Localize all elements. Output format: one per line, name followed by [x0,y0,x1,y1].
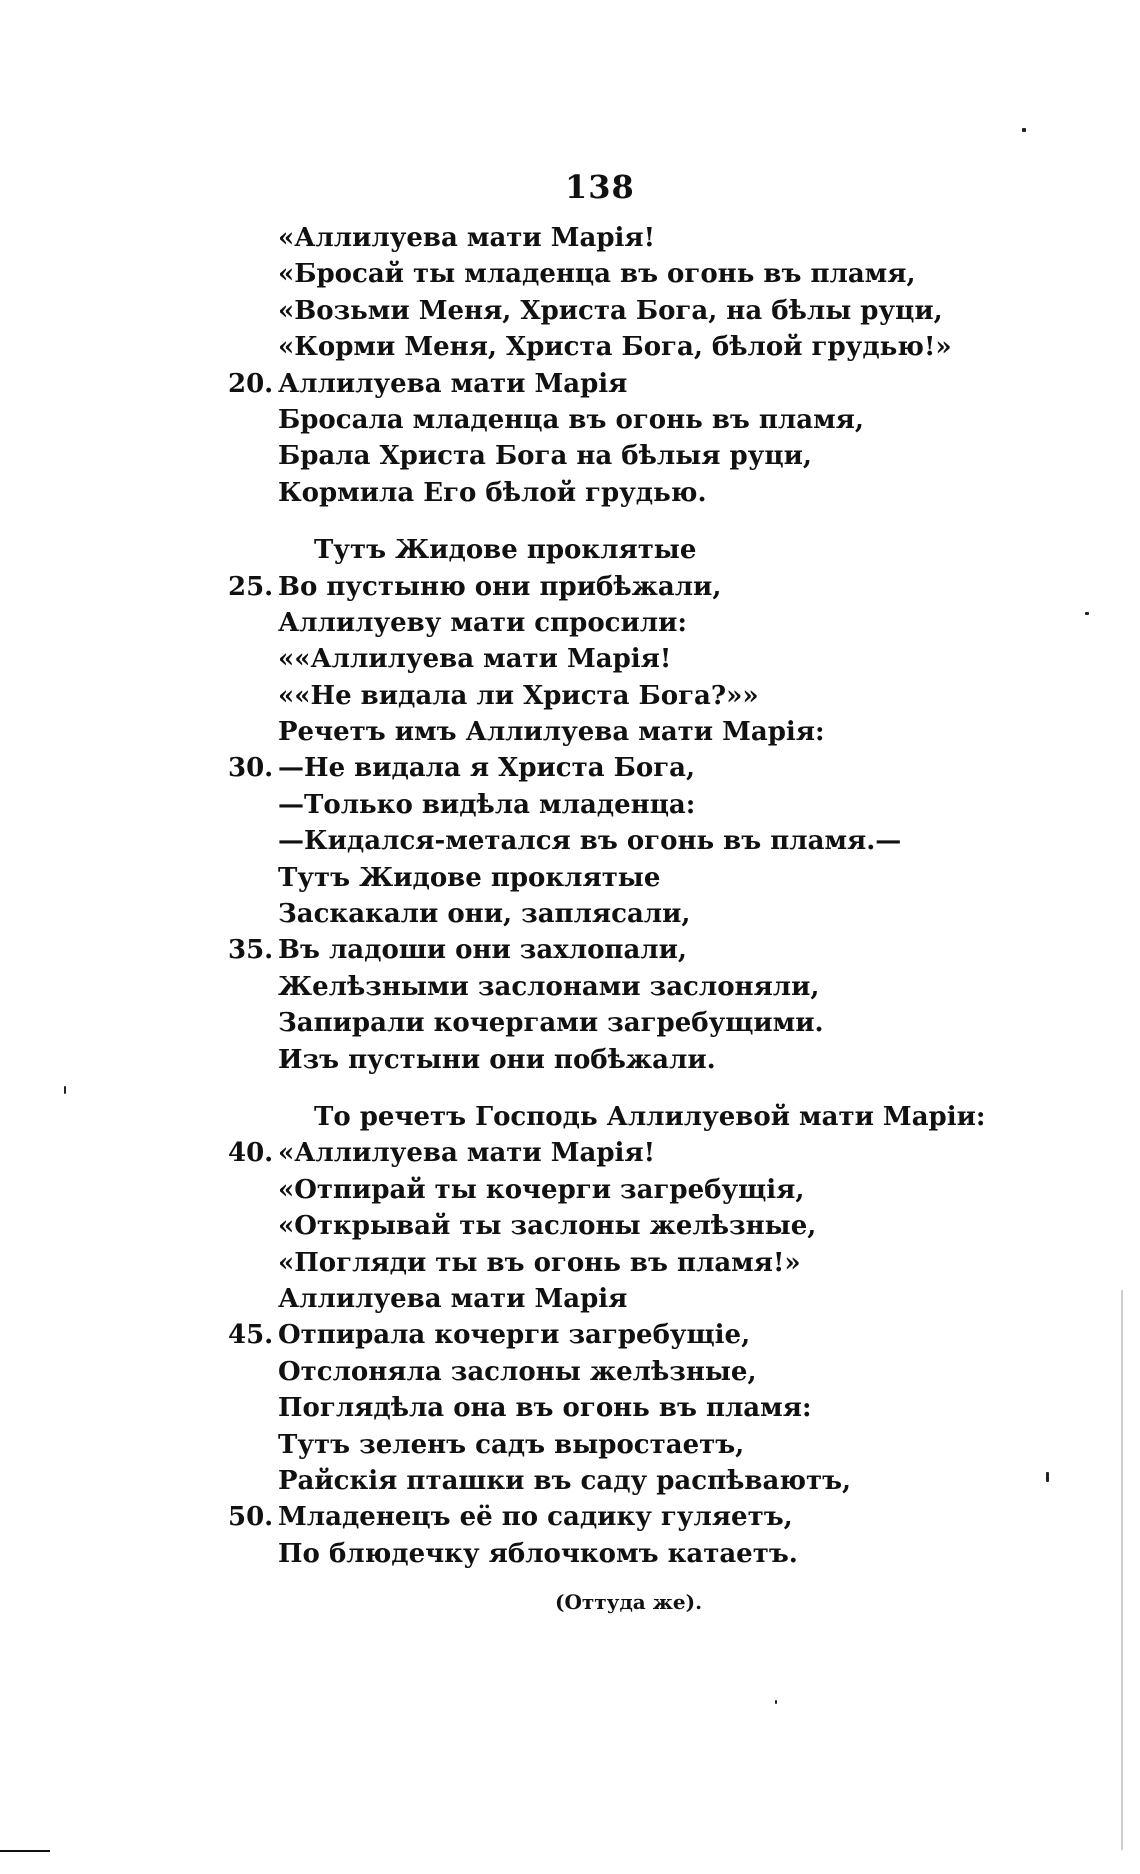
page-number: 138 [565,168,635,206]
verse-line-text: Отпирала кочерги загребущіе, [278,1320,751,1351]
verse-line-text: Бросала младенца въ огонь въ пламя, [278,404,864,435]
verse-line-text: По блюдечку яблочкомъ катаетъ. [278,1538,798,1569]
verse-line-text: —Кидался-метался въ огонь въ пламя.— [278,826,902,857]
verse-line [230,896,1090,932]
verse-line [230,532,1090,568]
verse-line [230,750,1090,786]
verse-line-text: «Бросай ты младенца въ огонь въ пламя, [278,259,916,290]
verse-line [230,1208,1090,1244]
verse-line-text: «Возьми Меня, Христа Бога, на бѣлы руци, [278,295,943,326]
verse-line-text: Райскія пташки въ саду распѣваютъ, [278,1465,852,1496]
verse-line-text: Запирали кочергами загребущими. [278,1008,824,1039]
verse-line-text: ««Не видала ли Христа Бога?»» [278,680,759,711]
verse-line-text: Въ ладоши они захлопали, [278,935,687,966]
verse-line-text: «Аллилуева мати Марія! [278,1138,656,1169]
verse-line [230,1099,1090,1135]
verse-line [230,1463,1090,1499]
line-number: 45. [228,1320,274,1351]
verse-line [230,475,1090,511]
verse-line-text: «Открывай ты заслоны желѣзные, [278,1211,817,1242]
verse-line [230,1317,1090,1353]
verse-line [230,605,1090,641]
verse-line [230,932,1090,968]
verse-line-text: Во пустыню они прибѣжали, [278,571,722,602]
line-number: 40. [228,1138,274,1169]
verse-line-text: «Погляди ты въ огонь въ пламя!» [278,1247,801,1278]
verse-line [230,1427,1090,1463]
verse-line [230,714,1090,750]
verse-line [230,293,1090,329]
verse-line-text: «Отпирай ты кочерги загребущія, [278,1174,805,1205]
source-note: (Оттуда же). [555,1590,703,1614]
verse-line [230,366,1090,402]
verse-line-text: Заскакали они, заплясали, [278,899,691,930]
verse-line-text: —Только видѣла младенца: [278,789,696,820]
verse-line-text: Младенецъ её по садику гуляетъ, [278,1502,793,1533]
verse-line-text: Аллилуева мати Марія [278,1283,628,1314]
verse-line [230,1536,1090,1572]
line-number: 25. [228,571,274,602]
scan-speck [1022,128,1026,132]
verse-line-text: Тутъ Жидове проклятые [278,862,661,893]
line-number: 20. [228,368,274,399]
verse-line [230,438,1090,474]
verse-line [230,1172,1090,1208]
verse-line [230,1005,1090,1041]
scan-speck [64,1086,66,1094]
scan-speck [775,1700,777,1704]
scan-speck [1046,1472,1049,1482]
stanza-gap [230,1078,1090,1099]
line-number: 30. [228,753,274,784]
verse-line [230,1042,1090,1078]
verse-line [230,402,1090,438]
verse-line-text: Отслоняла заслоны желѣзные, [278,1356,757,1387]
verse-line [230,569,1090,605]
verse-line [230,860,1090,896]
line-number: 35. [228,935,274,966]
scan-speck [1085,612,1089,615]
verse-line [230,969,1090,1005]
verse-line [230,641,1090,677]
verse-line [230,787,1090,823]
verse-line [230,1499,1090,1535]
verse-line [230,256,1090,292]
verse-text [230,220,1090,1572]
verse-line-text: ««Аллилуева мати Марія! [278,644,672,675]
verse-line-text: «Аллилуева мати Марія! [278,223,656,253]
verse-line [230,678,1090,714]
verse-line [230,1135,1090,1171]
verse-line [230,1281,1090,1317]
verse-line-text: Изъ пустыни они побѣжали. [278,1044,716,1075]
verse-line [230,1354,1090,1390]
verse-line [230,220,1090,256]
verse-line-text: Брала Христа Бога на бѣлыя руци, [278,441,812,472]
verse-line-text: «Корми Меня, Христа Бога, бѣлой грудью!» [278,332,952,363]
verse-line [230,823,1090,859]
verse-line [230,1245,1090,1281]
verse-line-text: Аллилуеву мати спросили: [278,607,687,638]
verse-line-text: То речетъ Господь Аллилуевой мати Маріи: [314,1101,986,1132]
verse-line-text: Тутъ Жидове проклятые [314,535,697,566]
verse-line [230,329,1090,365]
verse-line-text: Речетъ имъ Аллилуева мати Марія: [278,717,825,748]
verse-line-text: Желѣзными заслонами заслоняли, [278,971,820,1002]
scan-edge-mark [0,1850,50,1852]
scan-edge-line [1121,1290,1123,1850]
verse-line-text: Тутъ зеленъ садъ выростаетъ, [278,1429,745,1460]
verse-line-text: Поглядѣла она въ огонь въ пламя: [278,1393,812,1424]
line-number: 50. [228,1502,274,1533]
verse-line-text: Кормила Его бѣлой грудью. [278,477,707,508]
verse-line-text: —Не видала я Христа Бога, [278,753,696,784]
stanza-gap [230,511,1090,532]
verse-line-text: Аллилуева мати Марія [278,368,628,399]
verse-line [230,1390,1090,1426]
